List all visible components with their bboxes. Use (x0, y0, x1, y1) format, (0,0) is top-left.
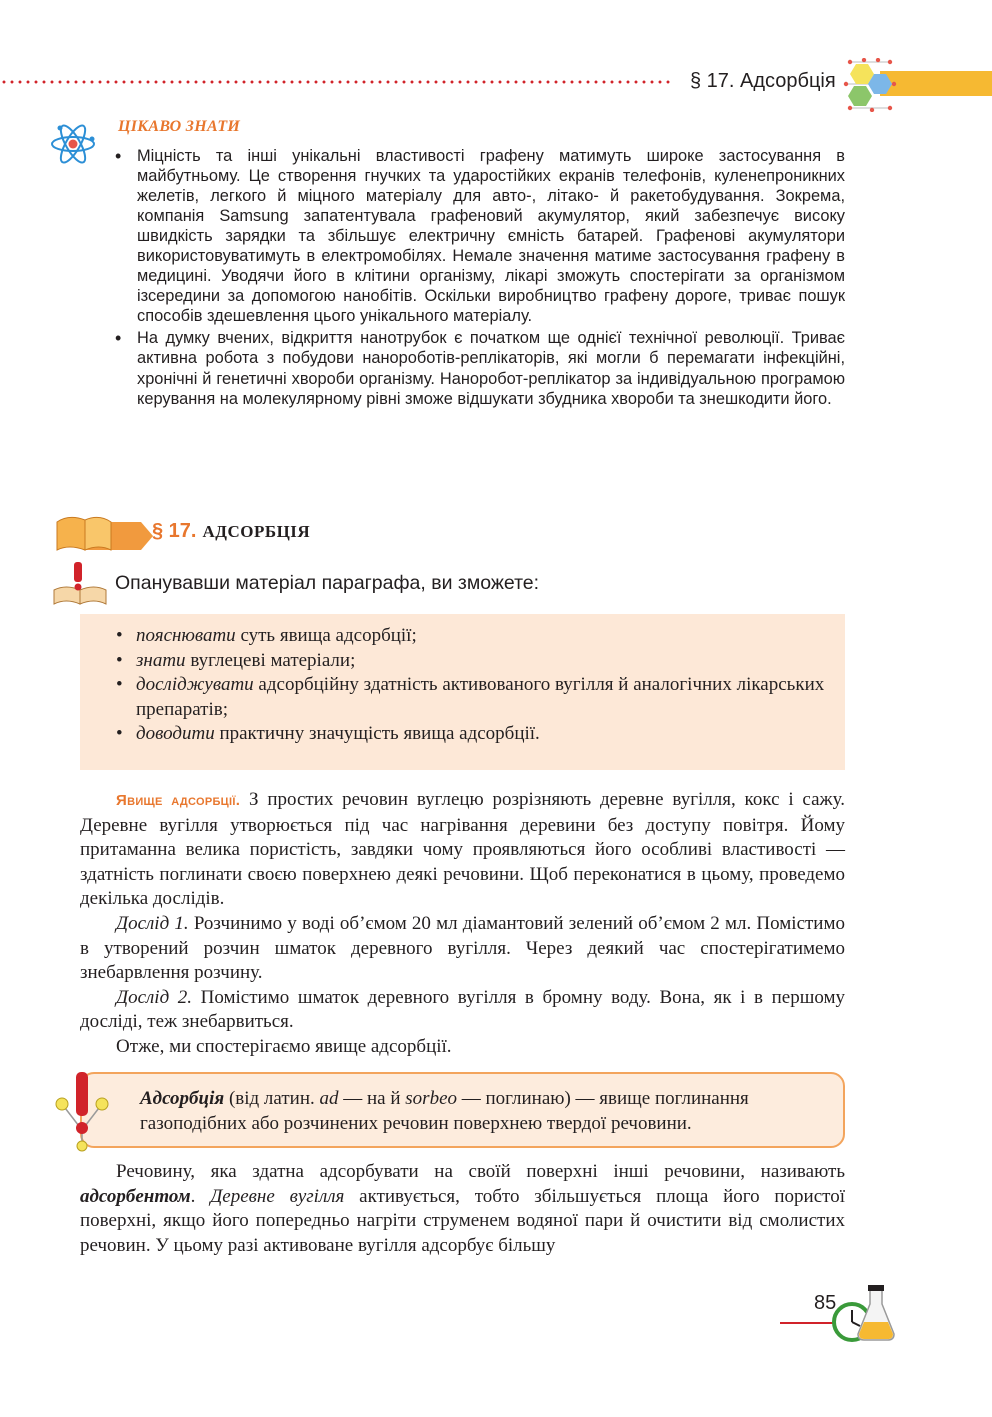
section-title: АДСОРБЦІЯ (202, 522, 311, 541)
exclamation-book-icon (52, 560, 108, 606)
exclamation-molecule-icon (54, 1068, 112, 1152)
molecule-icon (842, 58, 898, 112)
goals-intro: Опанувавши матеріал параграфа, ви зможете: (115, 572, 540, 594)
interesting-heading: ЦІКАВО ЗНАТИ (118, 118, 241, 135)
latin-word: ad (319, 1088, 339, 1109)
flask-clock-icon (830, 1282, 896, 1344)
list-item (116, 624, 826, 649)
paragraph-text: Речовину, яка здатна адсорбувати на своїй поверхні інші речовини, називають (116, 1161, 845, 1182)
definition-part: — поглинаю) — явище поглинання газоподібних або розчинених речовин поверхнею твердої речовини. (140, 1088, 749, 1134)
list-item (116, 649, 826, 674)
header-dotted-rule (0, 80, 672, 84)
atom-icon (50, 123, 96, 165)
list-item (116, 673, 826, 722)
goal-text: суть явища адсорбції; (235, 625, 417, 646)
goal-text: вуглецеві матеріали; (185, 649, 356, 671)
running-title: § 17. Адсорбція (690, 70, 836, 92)
goal-verb: досліджувати (136, 674, 254, 695)
paragraph-text: . (190, 1185, 211, 1207)
goal-verb: доводити (136, 723, 215, 744)
runin-heading: Явище адсорбції. (116, 792, 241, 809)
paragraph-text: Розчинимо у воді об’ємом 20 мл діамантовий зелений об’ємом 2 мл. Помістимо в утворений розчин шматок деревного вугілля. Через деякий час спостерігатимемо знебарвлення розчину. (80, 912, 845, 984)
goal-text: практичну значущість явища адсорбції. (214, 723, 540, 744)
list-item (116, 722, 826, 747)
definition-text (140, 1087, 830, 1136)
definition-box (80, 1072, 845, 1148)
paragraph (80, 912, 845, 986)
latin-word: sorbeo (405, 1088, 458, 1109)
italic-term: Деревне вугілля (210, 1185, 345, 1207)
definition-term: Адсорбція (140, 1088, 225, 1109)
list-item: • Міцність та інші унікальні властивості графену матимуть широке застосування в майбутньому. Це створення гнучких та ударостійких екранів телефонів, куленепроникних желетів, легкого й міцного матеріалу для авто-, літако- й ракетобудування. Зокрема, компанія Samsung запатентувала графеновий акумулятор, який забезпечує високу швидкість зарядки та збільшує електричну ємність батарей. Графенові акумулятори використовуватимуть в електромобілях. Немале значення матиме застосування графену в медицині. Уводячи його в клітини організму, лікарі зможуть спостерігати за організмом ізсередини за допомогою нанобітів. Оскільки виробництво графену дороге, триває пошук способів здешевлення цього унікального матеріалу. (113, 146, 845, 326)
goals-list (116, 624, 826, 747)
paragraph-text: З простих речовин вуглецю розрізняють деревне вугілля, кокс і сажу. Деревне вугілля утворюється під час нагрівання деревини без доступу повітря. Йому притаманна велика пористість, завдяки чому проявляються його особливі властивості — здатність поглинати своєю поверхнею деякі речовини. Щоб переконатися в цьому, проведемо декілька дослідів. (80, 789, 845, 910)
definition-part: — на й (338, 1088, 406, 1109)
paragraph: Отже, ми спостерігаємо явище адсорбції. (116, 1035, 452, 1057)
main-text (80, 788, 845, 1060)
section-heading (152, 520, 310, 543)
goal-verb: пояснювати (136, 625, 236, 646)
learning-goals-box (80, 614, 845, 770)
paragraph (80, 986, 845, 1035)
paragraph-text: активується, тобто збільшується площа його пористої поверхні, якщо його попередньо нагріти струменем водяної пари й очистити від смолистих речовин. У цьому разі активоване вугілля адсорбує більшу (80, 1185, 845, 1256)
term: адсорбентом (80, 1185, 191, 1207)
paragraph (80, 788, 845, 912)
interesting-list (113, 146, 845, 411)
paragraph (80, 1160, 845, 1258)
main-text-continued (80, 1160, 845, 1258)
page-number: 85 (814, 1292, 837, 1314)
experiment-label: Дослід 1. (116, 912, 189, 934)
experiment-label: Дослід 2. (116, 986, 193, 1008)
definition-part: (від латин. (224, 1088, 320, 1109)
goal-verb: знати (136, 649, 186, 671)
section-number: § 17. (152, 520, 197, 542)
goal-text: адсорбційну здатність активованого вугілля й аналогічних лікарських препаратів; (136, 674, 825, 720)
list-item: • На думку вчених, відкриття нанотрубок є початком ще однієї технічної революції. Триває активна робота з побудови нанороботів-реплікаторів, які могли б перемагати інфекційні, хронічні й генетичні хвороби організму. Наноробот-реплікатор за індивідуальною програмою керування на молекулярному рівні зможе відшукати збудника хвороби та знешкодити його. (113, 328, 845, 408)
open-book-arrow-icon (55, 512, 155, 554)
paragraph-text: Помістимо шматок деревного вугілля в бромну воду. Вона, як і в першому досліді, теж знебарвиться. (80, 986, 845, 1033)
